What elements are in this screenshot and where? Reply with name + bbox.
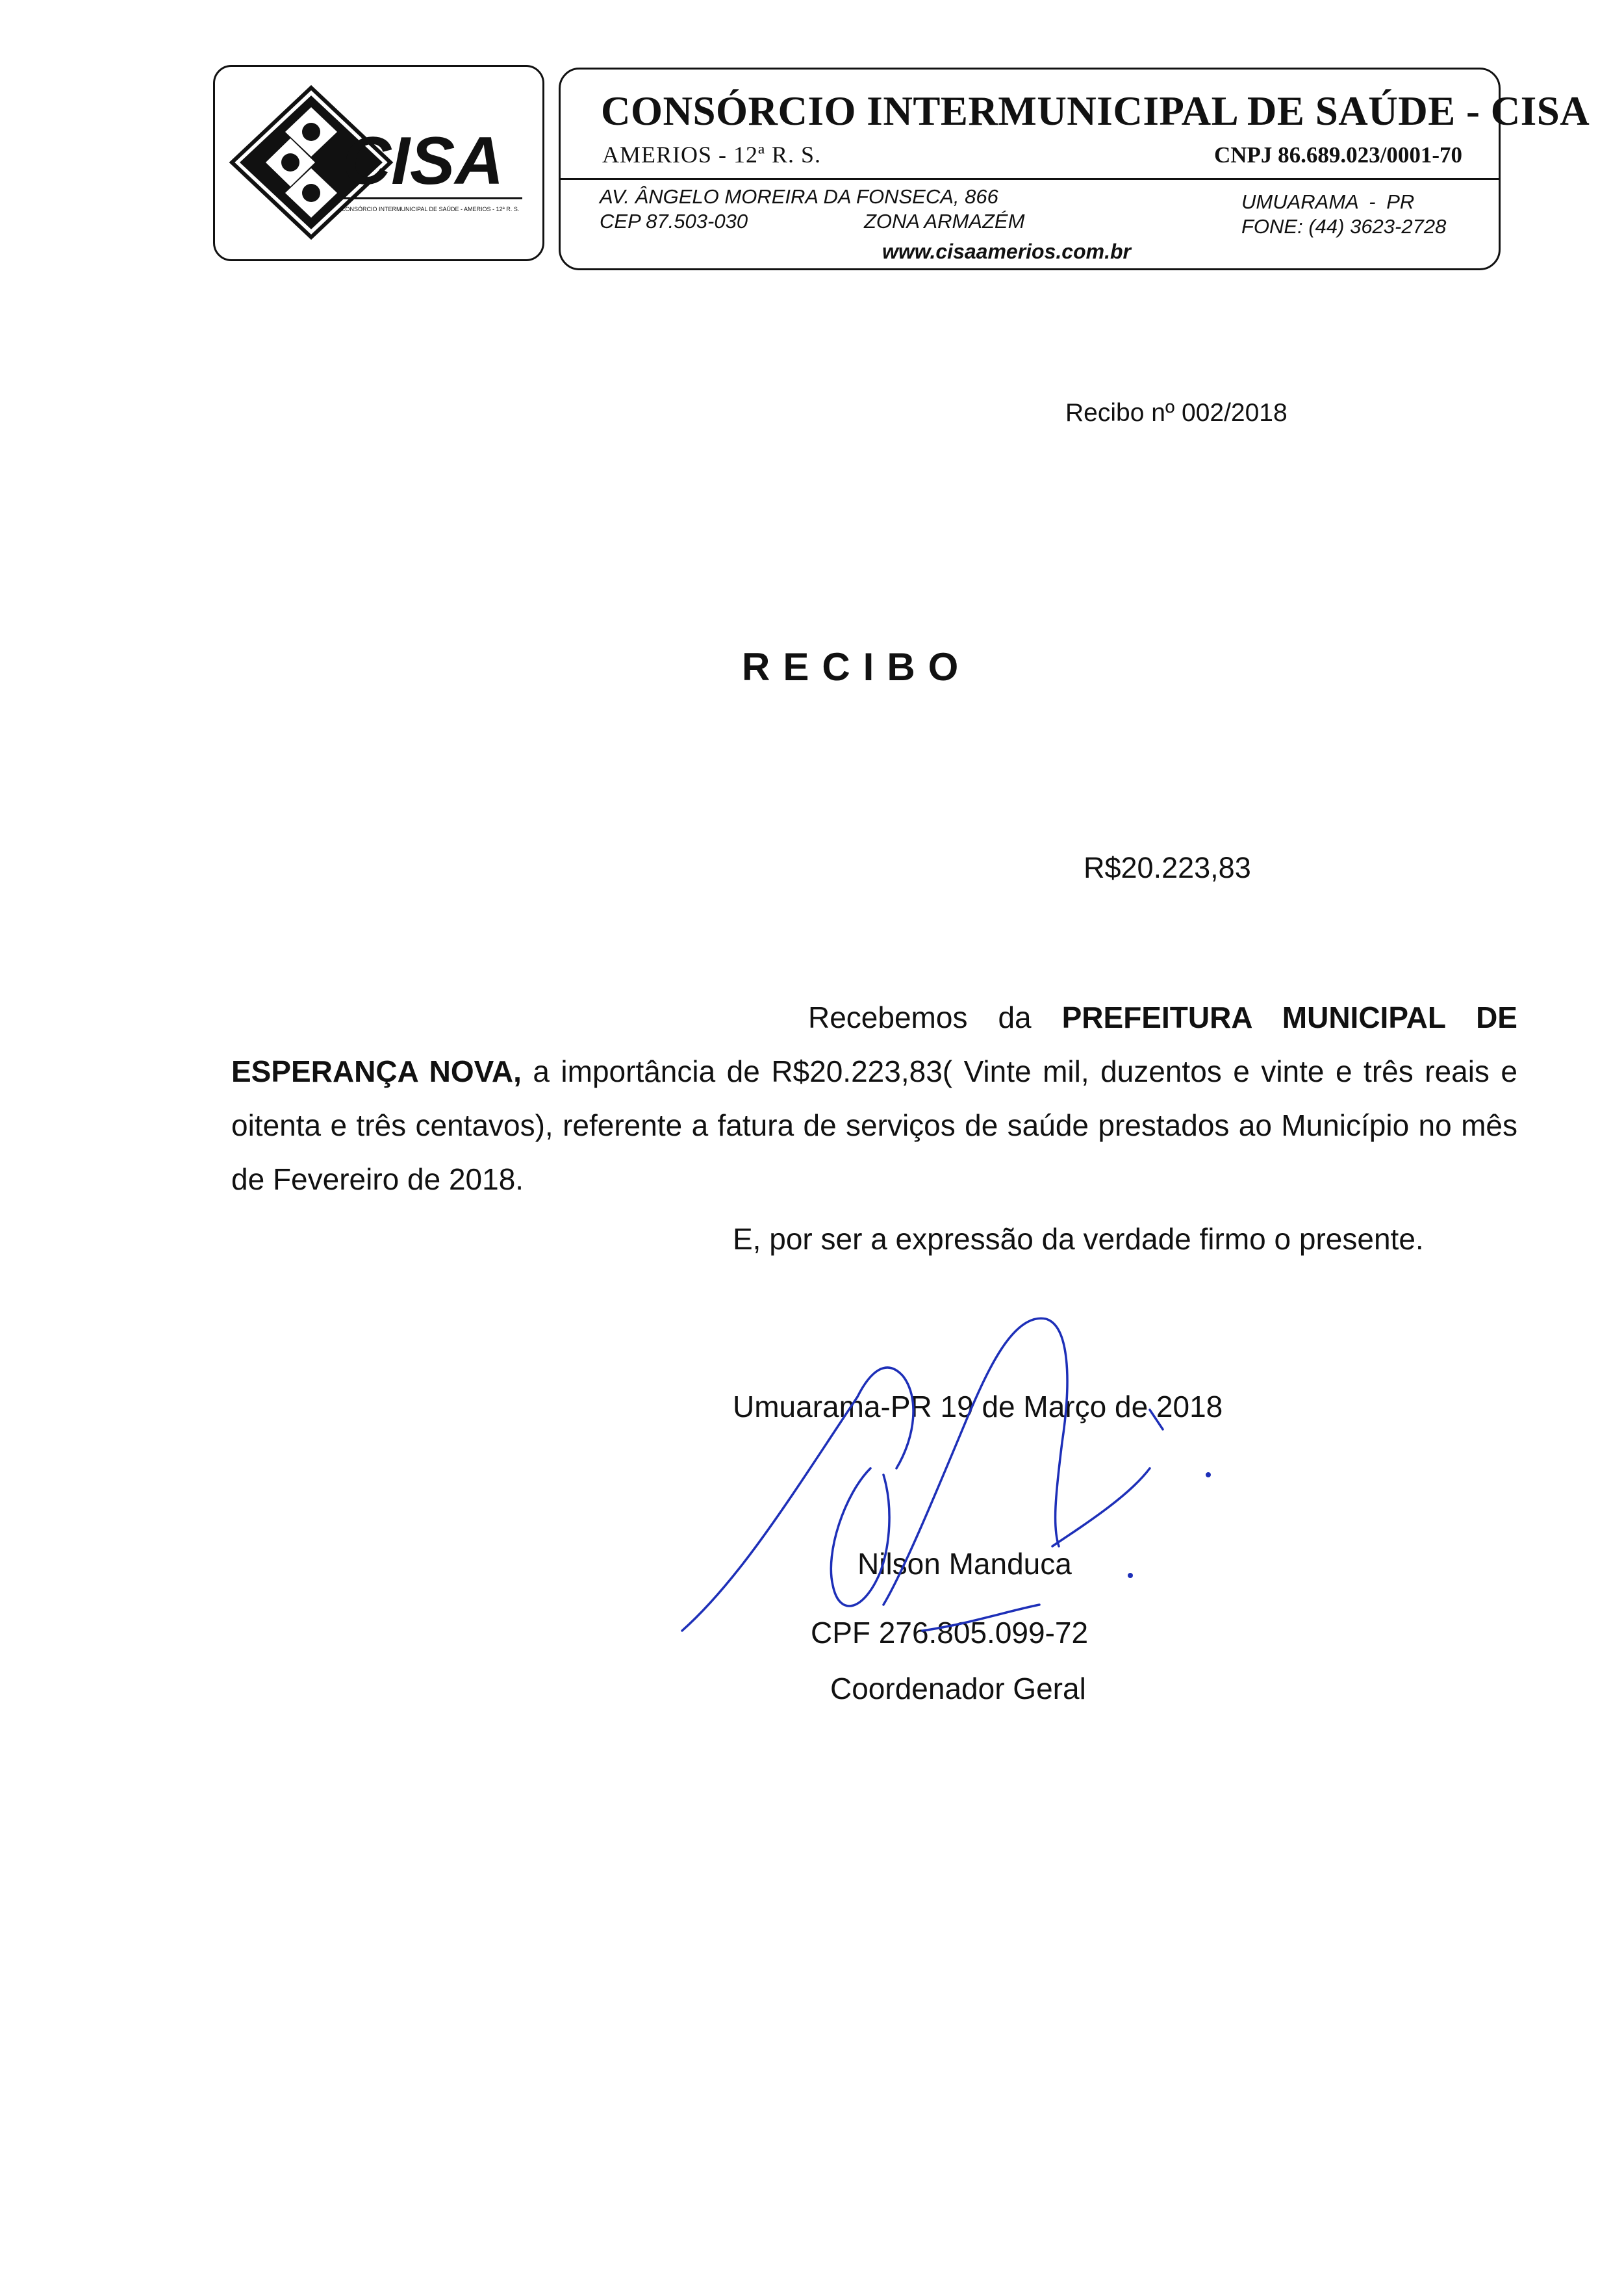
address-cep: CEP 87.503-030 bbox=[600, 210, 748, 233]
organization-name: CONSÓRCIO INTERMUNICIPAL DE SAÚDE - CISA bbox=[601, 88, 1590, 134]
letterhead-info bbox=[559, 68, 1590, 270]
logo-wordmark: CISA bbox=[342, 123, 504, 199]
organization-region: AMERIOS - 12ª R. S. bbox=[602, 142, 821, 168]
signature-stroke-3 bbox=[883, 1318, 1067, 1605]
logo-dot-top bbox=[302, 123, 320, 141]
signer-cpf: CPF 276.805.099-72 bbox=[811, 1616, 1089, 1650]
receipt-amount: R$20.223,83 bbox=[1084, 851, 1251, 884]
address-city: UMUARAMA - PR bbox=[1241, 190, 1415, 213]
logo-dot-left bbox=[281, 153, 299, 172]
signer-role: Coordenador Geral bbox=[830, 1672, 1086, 1705]
letterhead-divider bbox=[561, 178, 1499, 180]
signature-stroke-5 bbox=[922, 1605, 1039, 1631]
signature-dot-2 bbox=[1128, 1573, 1133, 1578]
signature-tick bbox=[1150, 1410, 1163, 1429]
document-title: RECIBO bbox=[742, 645, 972, 689]
address-street: AV. ÂNGELO MOREIRA DA FONSECA, 866 bbox=[600, 185, 998, 208]
logo-box bbox=[213, 65, 544, 261]
address-phone: FONE: (44) 3623-2728 bbox=[1241, 215, 1447, 238]
signature-stroke-2 bbox=[831, 1468, 889, 1606]
signature-stroke-4 bbox=[1052, 1468, 1150, 1546]
logo-subtext: CONSÓRCIO INTERMUNICIPAL DE SAÚDE - AMERIOS - 12ª R. S. bbox=[341, 206, 520, 212]
payer-name: PREFEITURA MUNICIPAL DE ESPERANÇA NOVA, bbox=[231, 1001, 1517, 1088]
logo-dot-bottom bbox=[302, 184, 320, 202]
signature-dot-1 bbox=[1206, 1472, 1211, 1477]
signer-name: Nilson Manduca bbox=[857, 1547, 1072, 1581]
place-and-date: Umuarama-PR 19 de Março de 2018 bbox=[733, 1390, 1223, 1423]
paragraph-rest: a importância de R$20.223,83( Vinte mil, duzentos e vinte e três reais e oitenta e três centavos), referente a fatura de serviços de saúde prestados ao Município no mês de Fevereiro de 2018. bbox=[231, 1054, 1517, 1196]
organization-cnpj: CNPJ 86.689.023/0001-70 bbox=[1213, 142, 1462, 168]
receipt-number: Recibo nº 002/2018 bbox=[1065, 399, 1288, 427]
address-zone: ZONA ARMAZÉM bbox=[864, 210, 1025, 233]
signature-stroke-1 bbox=[682, 1368, 913, 1631]
closing-statement: E, por ser a expressão da verdade firmo o presente. bbox=[733, 1222, 1424, 1256]
handwritten-signature bbox=[663, 1299, 1247, 1663]
receipt-paragraph bbox=[231, 991, 1517, 1206]
cisa-logo bbox=[227, 81, 532, 244]
website-link[interactable]: www.cisaamerios.com.br bbox=[882, 240, 1131, 263]
paragraph-intro: Recebemos da bbox=[808, 1001, 1062, 1034]
